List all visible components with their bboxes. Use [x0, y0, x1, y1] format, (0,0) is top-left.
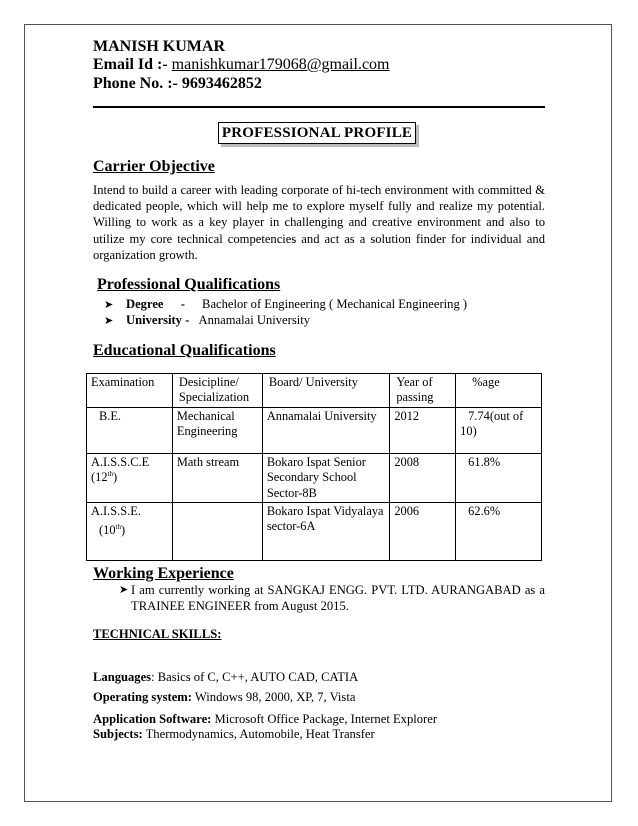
- table-row: [87, 407, 542, 453]
- skill-application: Application Software: Microsoft Office Package, Internet Explorer: [93, 712, 438, 726]
- pct-cell: 62.6%: [456, 503, 542, 561]
- column-header: Desicipline/ Specialization: [172, 374, 262, 408]
- discipline-cell: [172, 503, 262, 561]
- arrow-bullet-icon: ➤: [104, 315, 114, 327]
- phone-line: Phone No. :- 9693462852: [93, 75, 262, 92]
- list-item: [104, 312, 310, 329]
- qual-value: Bachelor of Engineering ( Mechanical Engineering ): [202, 297, 468, 311]
- pct-cell: 61.8%: [456, 453, 542, 502]
- exam-cell: B.E.: [87, 407, 173, 453]
- qual-sep: -: [180, 297, 185, 311]
- skill-os: Operating system: Windows 98, 2000, XP, 7, Vista: [93, 690, 356, 704]
- header-divider: [93, 106, 545, 108]
- email-label: Email Id :-: [93, 56, 172, 73]
- board-cell: Bokaro Ispat Senior Secondary School Sector-8B: [262, 453, 390, 502]
- discipline-cell: Mechanical Engineering: [172, 407, 262, 453]
- board-cell: Annamalai University: [262, 407, 390, 453]
- table-header-row: [87, 374, 542, 408]
- experience-item: [93, 582, 545, 614]
- exam-cell: A.I.S.S.C.E (12th): [87, 453, 173, 502]
- profile-title: PROFESSIONAL PROFILE: [218, 122, 416, 144]
- arrow-bullet-icon: ➤: [104, 299, 114, 311]
- skills-heading: TECHNICAL SKILLS:: [93, 627, 222, 641]
- column-header: Year of passing: [390, 374, 456, 408]
- list-item: [104, 296, 467, 313]
- objective-heading: Carrier Objective: [93, 158, 215, 175]
- discipline-cell: Math stream: [172, 453, 262, 502]
- arrow-bullet-icon: ➤: [119, 584, 129, 596]
- education-table: [86, 373, 542, 561]
- year-cell: 2006: [390, 503, 456, 561]
- column-header: %age: [456, 374, 542, 408]
- email-link[interactable]: manishkumar179068@gmail.com: [171, 56, 390, 73]
- experience-text: I am currently working at SANGKAJ ENGG. PVT. LTD. AURANGABAD as a TRAINEE ENGINEER from August 2015.: [131, 583, 545, 614]
- board-cell: Bokaro Ispat Vidyalaya sector-6A: [262, 503, 390, 561]
- candidate-name: MANISH KUMAR: [93, 38, 225, 55]
- skill-languages: Languages: Basics of C, C++, AUTO CAD, CATIA: [93, 670, 359, 684]
- skill-subjects: Subjects: Thermodynamics, Automobile, Heat Transfer: [93, 727, 375, 741]
- qual-label: University -: [126, 313, 190, 327]
- table-row: [87, 453, 542, 502]
- professional-heading: Professional Qualifications: [97, 276, 281, 293]
- column-header: Examination: [87, 374, 173, 408]
- education-heading: Educational Qualifications: [93, 342, 276, 359]
- objective-text: Intend to build a career with leading corporate of hi-tech environment with committed & dedicated people, which will help me to explore myself fully and realize my potential. Willing to work as a key player in challenging and creative environment and also to utilize my core technical competencies and act as a solution finder for individual and organization growth.: [93, 183, 545, 262]
- experience-heading: Working Experience: [93, 565, 234, 582]
- table-row: [87, 503, 542, 561]
- exam-cell: A.I.S.S.E. (10th): [87, 503, 173, 561]
- year-cell: 2012: [390, 407, 456, 453]
- pct-cell: 7.74(out of 10): [456, 407, 542, 453]
- column-header: Board/ University: [262, 374, 390, 408]
- email-line: [93, 56, 389, 74]
- qual-value: Annamalai University: [198, 313, 311, 327]
- year-cell: 2008: [390, 453, 456, 502]
- qual-label: Degree: [126, 297, 164, 311]
